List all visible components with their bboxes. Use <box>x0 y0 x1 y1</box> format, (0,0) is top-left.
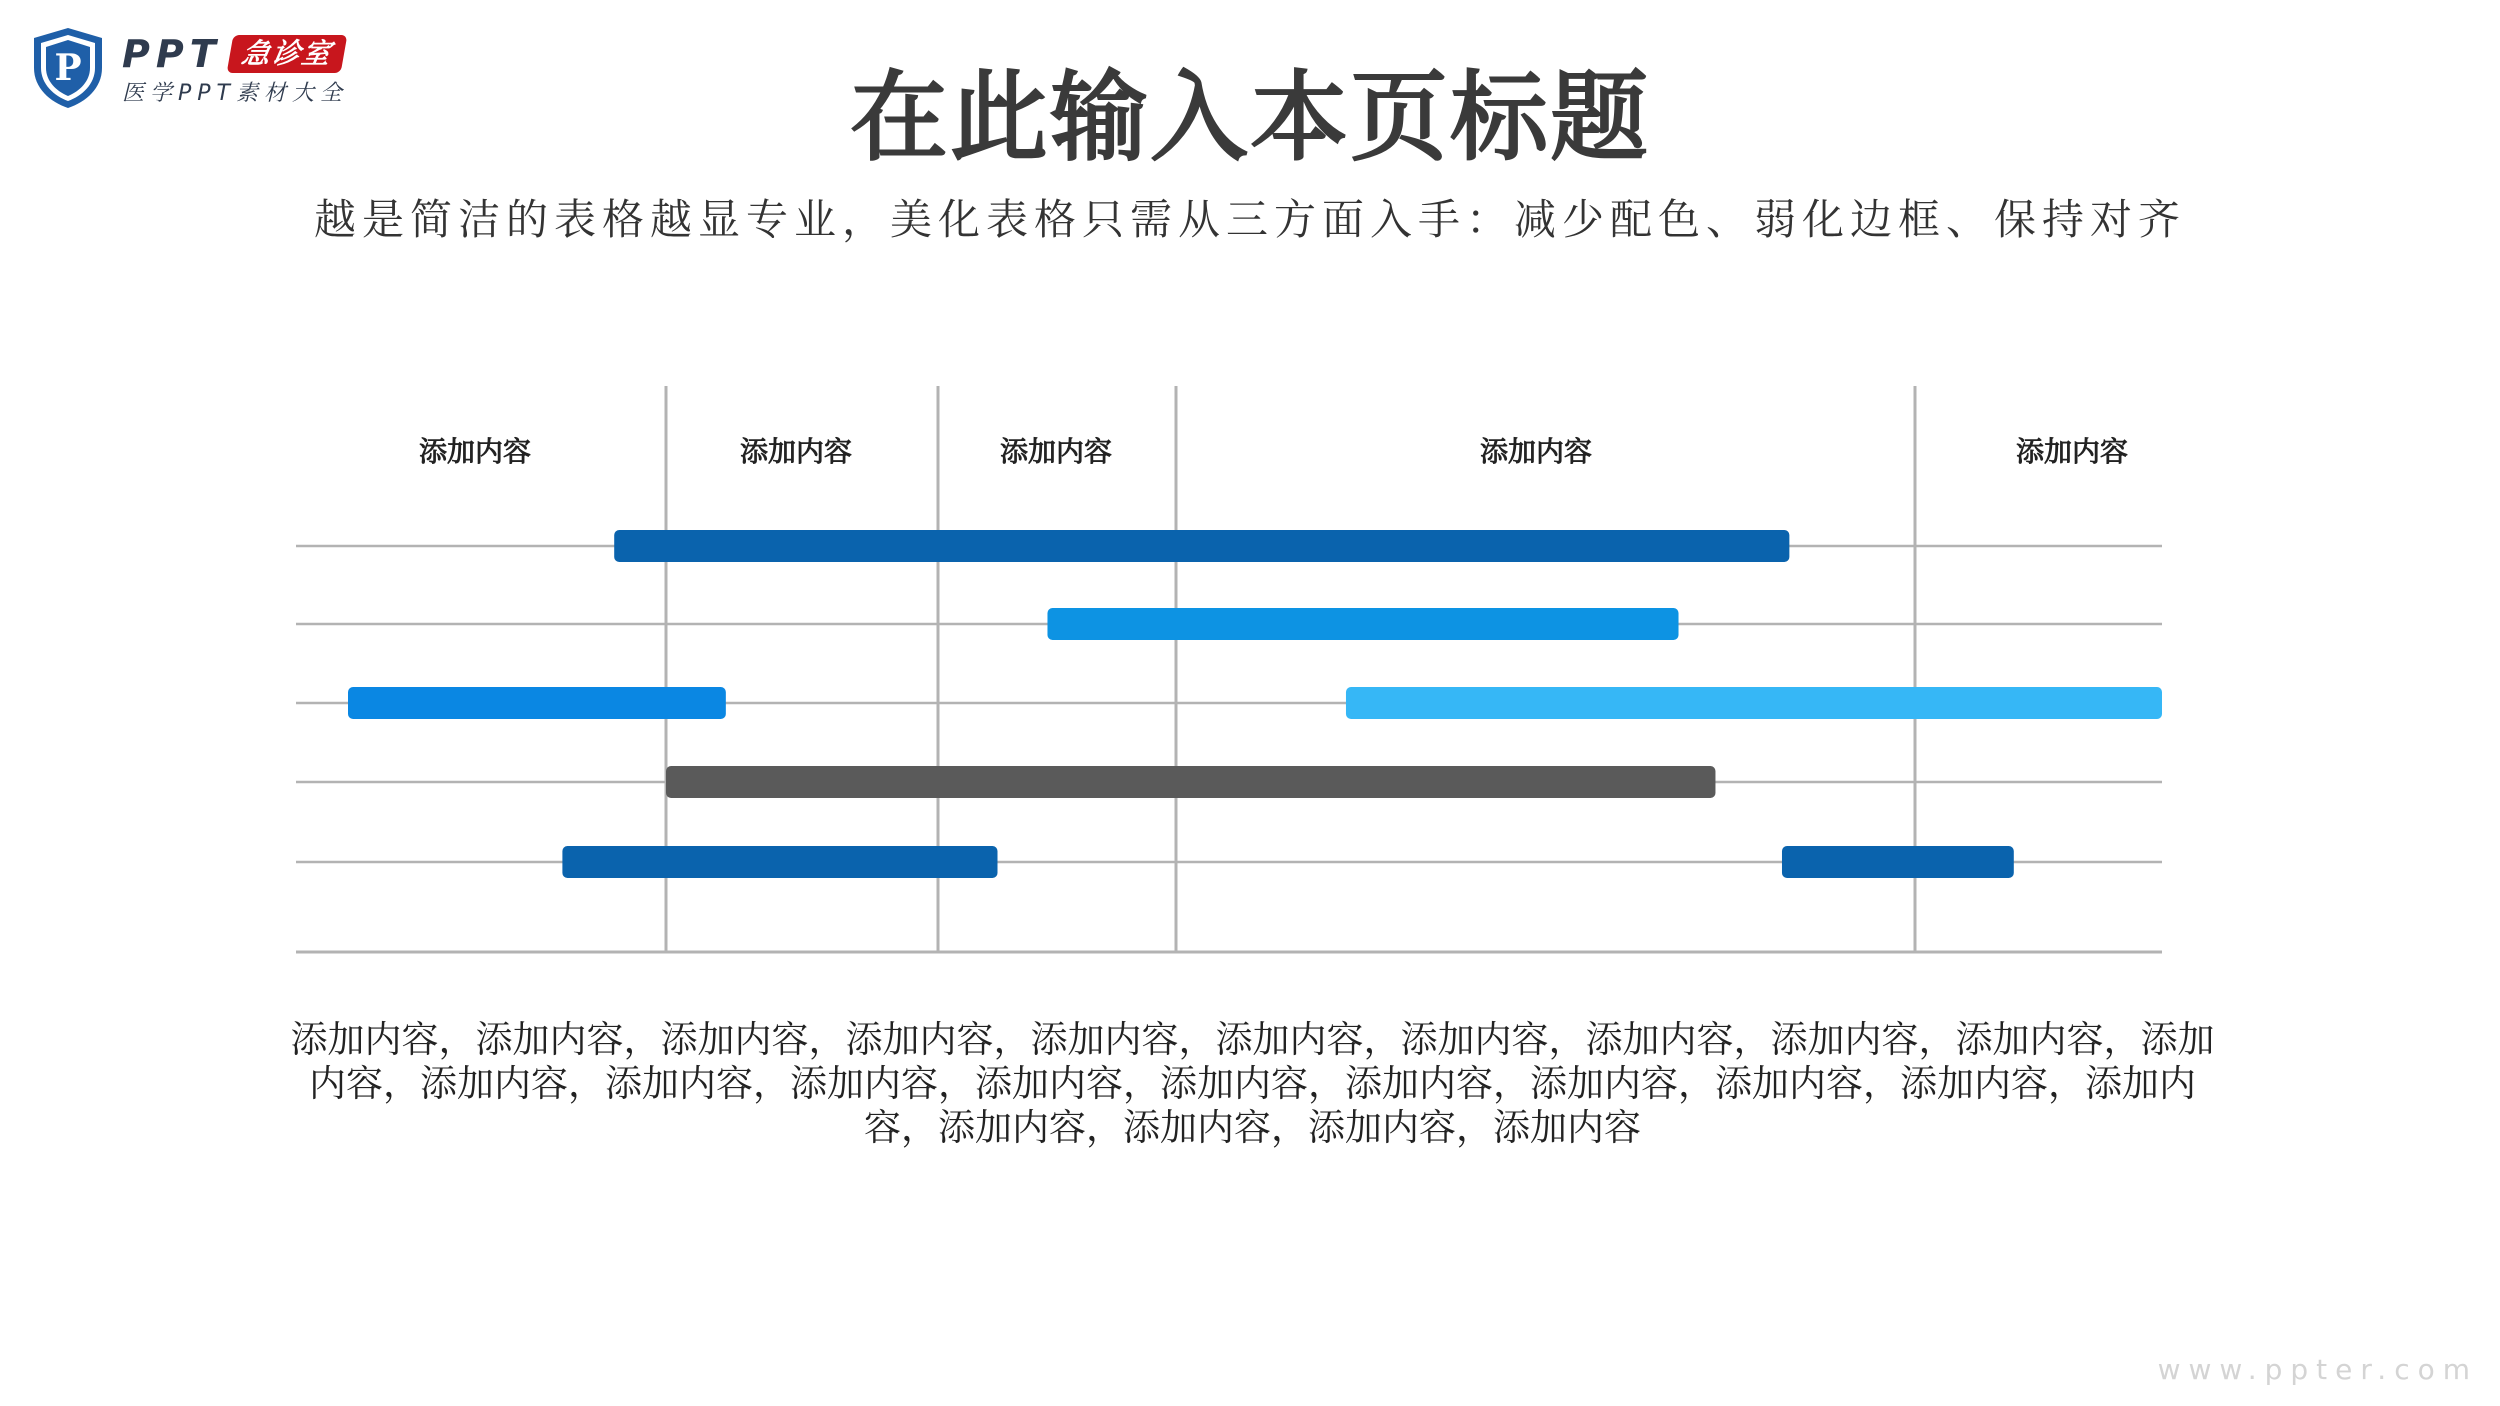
gantt-bar-2 <box>1047 608 1678 640</box>
column-header-2: 添加内容 <box>739 435 853 468</box>
body-paragraph: 添加内容，添加内容，添加内容，添加内容，添加内容，添加内容，添加内容，添加内容，添加内容，添加内容，添加内容，添加内容，添加内容，添加内容，添加内容，添加内容，添加内容，添加内容，添加内容，添加内容，添加内容，添加内容，添加内容，添加内容，添加内容 <box>290 1018 2215 1149</box>
gantt-bar-6 <box>562 846 997 878</box>
brand-name: PPT <box>122 32 222 76</box>
page-title: 在此输入本页标题 <box>849 61 1650 175</box>
svg-text:P: P <box>54 47 82 89</box>
column-header-4: 添加内容 <box>1479 435 1593 468</box>
gantt-bar-3 <box>348 687 726 719</box>
gantt-bar-7 <box>1782 846 2014 878</box>
gantt-bar-4 <box>1346 687 2162 719</box>
page-subtitle: 越是简洁的表格越显专业，美化表格只需从三方面入手：减少配色、弱化边框、保持对齐 <box>313 195 2186 244</box>
brand-badge: 急诊室 <box>226 35 347 73</box>
brand-tagline: 医学PPT素材大全 <box>122 81 348 106</box>
gantt-bar-1 <box>614 530 1789 562</box>
watermark: www.ppter.com <box>2157 1353 2478 1386</box>
column-header-1: 添加内容 <box>418 435 532 468</box>
gantt-bar-5 <box>666 766 1715 798</box>
column-header-5: 添加内容 <box>2015 435 2129 468</box>
column-header-3: 添加内容 <box>999 435 1113 468</box>
